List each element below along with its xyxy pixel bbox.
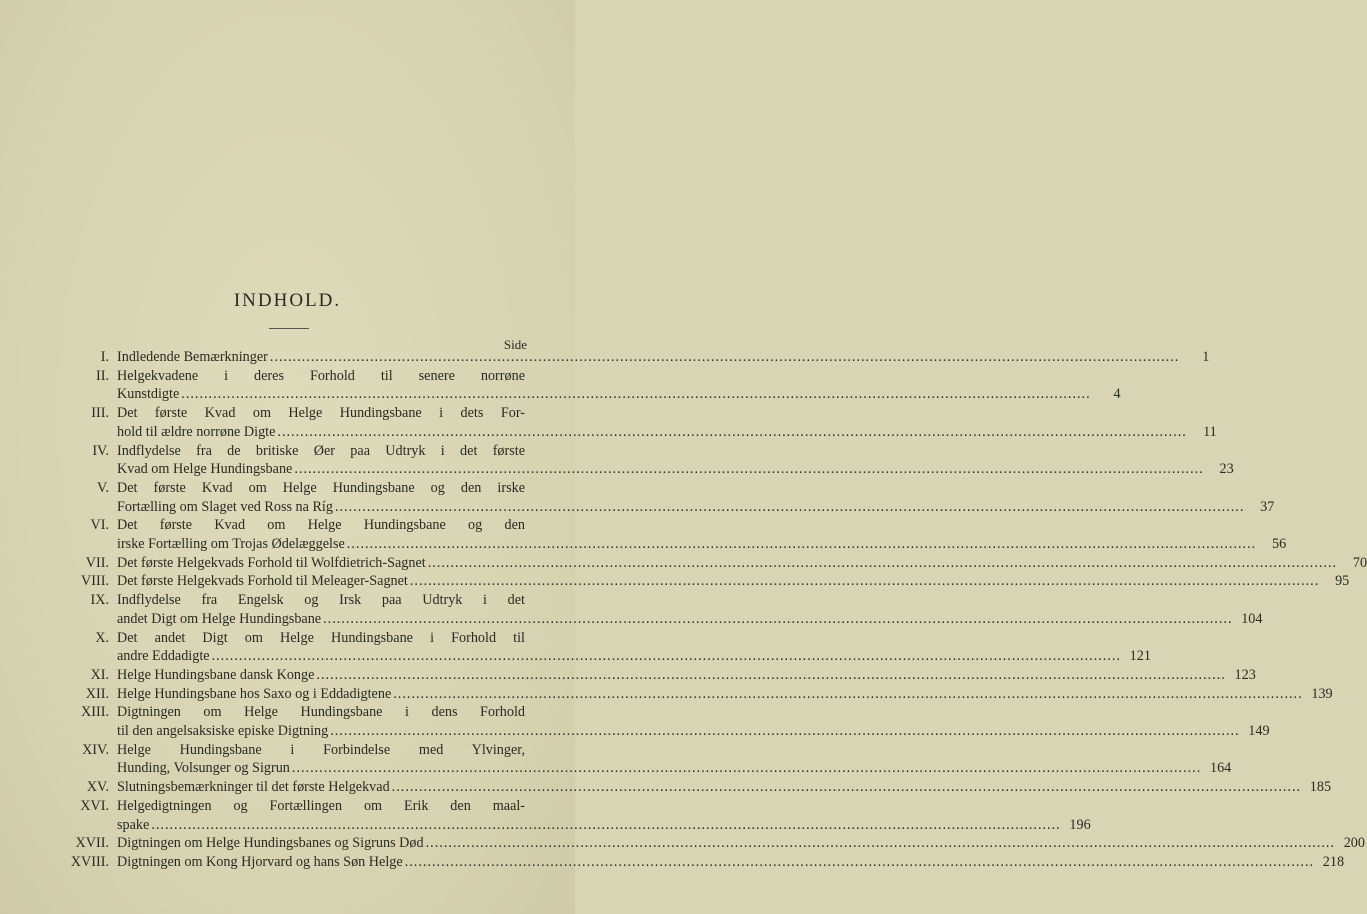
page-number: 121 [1129, 648, 1151, 665]
chapter-number: XVI. [80, 797, 109, 814]
chapter-number: XIII. [81, 704, 109, 721]
toc-entry [50, 516, 1287, 553]
dot-leader: ........................................................................................................................................................................................................ [181, 386, 1091, 403]
page-number: 4 [1113, 386, 1121, 403]
chapter-title-line: Slutningsbemærkninger til det første Helgekvad [117, 779, 390, 796]
dot-leader: ........................................................................................................................................................................................................ [330, 723, 1240, 740]
page-title: INDHOLD. [233, 290, 342, 311]
dot-leader: ........................................................................................................................................................................................................ [391, 779, 1302, 796]
toc-entry [50, 703, 1270, 740]
chapter-title-line: Indflydelse fra de britiske Øer paa Udtryk i det første [117, 442, 525, 459]
chapter-title-line: Helgedigtningen og Fortællingen om Erik den maal- [117, 797, 525, 814]
chapter-title-line: Det første Helgekvads Forhold til Meleager-Sagnet [117, 573, 408, 590]
chapter-title-line: til den angelsaksiske episke Digtning [117, 723, 329, 740]
toc-entry [50, 666, 1256, 685]
page-number: 123 [1234, 666, 1256, 683]
chapter-title-line: Digtningen om Helge Hundingsbane i dens Forhold [117, 704, 525, 721]
dot-leader: ........................................................................................................................................................................................................ [277, 423, 1187, 440]
chapter-number: VI. [90, 517, 109, 534]
toc-entry [50, 404, 1217, 441]
chapter-number: XV. [86, 779, 109, 796]
chapter-title-line: andet Digt om Helge Hundingsbane [117, 610, 322, 627]
toc-entry [50, 442, 1234, 479]
chapter-title-line: Indflydelse fra Engelsk og Irsk paa Udtryk i det [117, 592, 525, 609]
page-number: 164 [1209, 760, 1232, 777]
toc-entry [50, 778, 1332, 797]
chapter-title-line: Helge Hundingsbane i Forbindelse med Ylvinger, [117, 741, 525, 758]
chapter-number: II. [96, 367, 109, 384]
toc-entry [50, 479, 1275, 516]
page-number: 1 [1202, 349, 1210, 365]
page-number: 37 [1260, 498, 1275, 515]
chapter-number: XVII. [75, 835, 109, 852]
chapter-title-line: Digtningen om Kong Hjorvard og hans Søn Helge [117, 853, 403, 870]
page-number: 139 [1311, 685, 1333, 702]
chapter-title-line: hold til ældre norrøne Digte [117, 423, 276, 440]
page-number: 23 [1219, 461, 1234, 478]
page-column-label: Side [503, 337, 527, 352]
page-number: 56 [1271, 536, 1287, 553]
dot-leader: ........................................................................................................................................................................................................ [425, 835, 1335, 852]
chapter-number: IV. [92, 442, 109, 459]
chapter-title-line: Indledende Bemærkninger [117, 349, 268, 365]
toc-entry [50, 554, 1367, 573]
page-number: 70 [1352, 554, 1367, 571]
toc-entry [50, 797, 1091, 834]
chapter-number: III. [91, 405, 109, 422]
toc-entry [50, 853, 1345, 872]
toc-entry [50, 741, 1232, 778]
toc-entry [50, 348, 1210, 367]
chapter-title-line: Kunstdigte [117, 386, 180, 403]
chapter-title-line: Det første Kvad om Helge Hundingsbane i dets For- [117, 405, 525, 422]
table-of-contents [50, 348, 1367, 872]
chapter-number: XIV. [82, 741, 109, 758]
dot-leader: ........................................................................................................................................................................................................ [316, 666, 1226, 683]
title-divider [269, 328, 309, 329]
dot-leader: ........................................................................................................................................................................................................ [346, 536, 1257, 553]
chapter-title-line: spake [117, 816, 150, 833]
toc-entry [50, 834, 1365, 853]
page-number: 95 [1335, 573, 1350, 590]
toc-entry [50, 367, 1121, 404]
toc-entry [50, 591, 1263, 628]
dot-leader: ........................................................................................................................................................................................................ [269, 349, 1180, 365]
chapter-number: XII. [85, 685, 109, 702]
chapter-title-line: Helge Hundingsbane hos Saxo og i Eddadigtene [117, 685, 392, 702]
chapter-number: XI. [90, 666, 109, 683]
chapter-title-line: Digtningen om Helge Hundingsbanes og Sigruns Død [117, 835, 424, 852]
chapter-number: VII. [85, 554, 109, 571]
dot-leader: ........................................................................................................................................................................................................ [334, 498, 1245, 515]
dot-leader: ........................................................................................................................................................................................................ [427, 554, 1338, 571]
chapter-title-line: Det andet Digt om Helge Hundingsbane i Forhold til [117, 629, 525, 646]
chapter-number: X. [95, 629, 109, 646]
dot-leader: ........................................................................................................................................................................................................ [409, 573, 1320, 590]
toc-entry [50, 685, 1333, 704]
dot-leader: ........................................................................................................................................................................................................ [151, 816, 1061, 833]
chapter-title-line: Det første Kvad om Helge Hundingsbane og den [117, 517, 525, 534]
chapter-title-line: Fortælling om Slaget ved Ross na Ríg [117, 498, 333, 515]
toc-entry [50, 572, 1350, 591]
chapter-title-line: Helge Hundingsbane dansk Konge [117, 666, 315, 683]
chapter-number: XVIII. [70, 853, 109, 870]
page-number: 104 [1241, 610, 1263, 627]
toc-entry [50, 629, 1151, 666]
chapter-number: I. [100, 349, 109, 365]
dot-leader: ........................................................................................................................................................................................................ [404, 853, 1315, 870]
chapter-number: IX. [90, 592, 109, 609]
page-number: 185 [1309, 779, 1332, 796]
dot-leader: ........................................................................................................................................................................................................ [393, 685, 1303, 702]
page-number: 200 [1343, 835, 1365, 852]
chapter-title-line: Det første Helgekvads Forhold til Wolfdietrich-Sagnet [117, 554, 426, 571]
dot-leader: ........................................................................................................................................................................................................ [211, 648, 1121, 665]
page-number: 11 [1203, 423, 1217, 440]
chapter-title-line: irske Fortælling om Trojas Ødelæggelse [117, 536, 345, 553]
chapter-number: VIII. [81, 573, 109, 590]
page-number: 149 [1248, 723, 1270, 740]
dot-leader: ........................................................................................................................................................................................................ [291, 760, 1202, 777]
chapter-number: V. [97, 479, 109, 496]
chapter-title-line: Det første Kvad om Helge Hundingsbane og den irske [117, 479, 525, 496]
chapter-title-line: andre Eddadigte [117, 648, 210, 665]
page-number: 218 [1322, 853, 1345, 870]
chapter-title-line: Hunding, Volsunger og Sigrun [117, 760, 290, 777]
dot-leader: ........................................................................................................................................................................................................ [323, 610, 1233, 627]
page-number: 196 [1069, 816, 1091, 833]
chapter-title-line: Kvad om Helge Hundingsbane [117, 461, 293, 478]
chapter-title-line: Helgekvadene i deres Forhold til senere norrøne [117, 367, 525, 384]
dot-leader: ........................................................................................................................................................................................................ [294, 461, 1204, 478]
